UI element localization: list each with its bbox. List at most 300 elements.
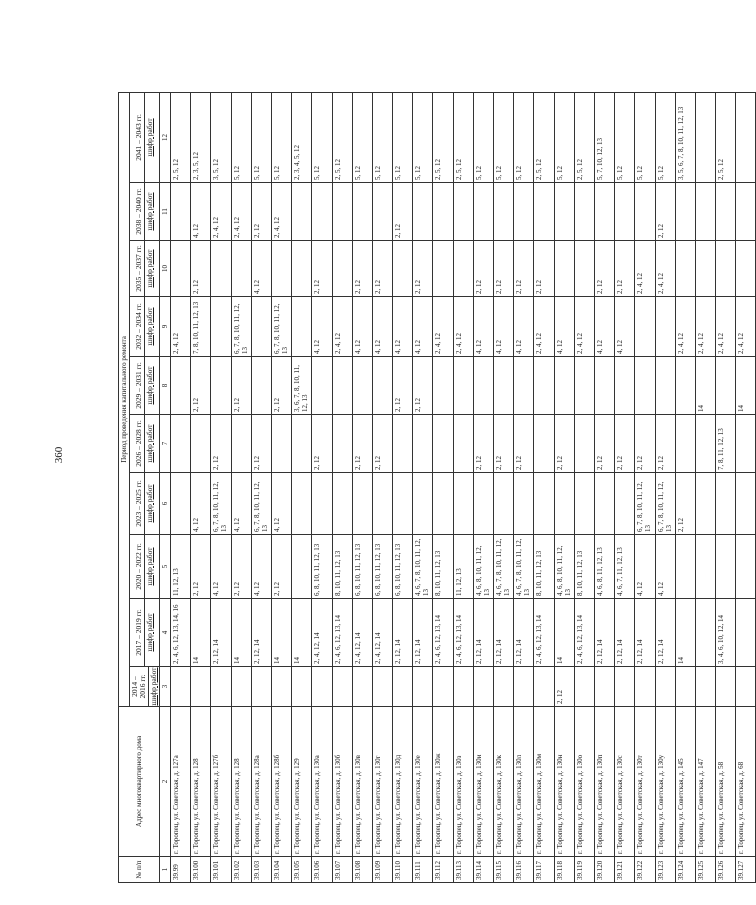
works-code-cell: 2, 12 <box>393 183 413 241</box>
row-number: 39.125 <box>695 857 715 883</box>
row-number: 39.122 <box>635 857 655 883</box>
works-code-cell <box>736 241 756 297</box>
works-code-cell <box>594 667 614 707</box>
row-address: г. Торопец, ул. Советская, д. 130ж <box>433 707 453 857</box>
works-code-cell: 2, 12 <box>271 535 291 599</box>
period-label: 2017 – 2019 гг. <box>134 609 143 656</box>
works-code-cell <box>695 415 715 473</box>
works-code-cell: 8, 10, 11, 12, 13 <box>534 535 554 599</box>
works-code-cell <box>615 473 635 535</box>
row-number: 39.117 <box>534 857 554 883</box>
works-code-cell: 2, 4, 12 <box>453 297 473 357</box>
row-address: г. Торопец, ул. Советская, д. 130и <box>473 707 493 857</box>
works-code-cell <box>695 92 715 182</box>
works-code-cell: 4, 12 <box>251 535 271 599</box>
works-code-cell <box>554 183 574 241</box>
row-address: г. Торопец, ул. Советская, д. 130г <box>372 707 392 857</box>
row-address: г. Торопец, ул. Советская, д. 129 <box>292 707 312 857</box>
column-number-10: 10 <box>160 241 171 297</box>
works-code-cell <box>655 297 675 357</box>
row-number: 39.113 <box>453 857 473 883</box>
column-number-11: 11 <box>160 183 171 241</box>
row-address: г. Торопец, ул. Советская, д. 58 <box>716 707 736 857</box>
works-code-cell <box>453 415 473 473</box>
works-code-cell <box>271 415 291 473</box>
works-code-cell: 2, 4, 6, 12, 13, 14, 16 <box>171 599 191 667</box>
works-code-cell: 2, 12 <box>271 357 291 415</box>
works-code-cell <box>675 183 695 241</box>
works-code-cell <box>292 297 312 357</box>
works-code-cell <box>473 473 493 535</box>
works-code-cell: 11, 12, 13 <box>171 535 191 599</box>
works-code-cell: 2, 12 <box>635 415 655 473</box>
works-code-cell: 4, 12 <box>473 297 493 357</box>
row-number: 39.106 <box>312 857 332 883</box>
works-code-label: шифр работ <box>144 473 154 534</box>
works-code-cell: 4, 6, 7, 8, 10, 11, 12, 13 <box>413 535 433 599</box>
works-code-cell <box>251 297 271 357</box>
works-code-cell: 4, 12 <box>312 297 332 357</box>
works-code-label: шифр работ <box>144 357 154 414</box>
works-code-cell <box>453 183 473 241</box>
period-label: 2038 – 2040 гг. <box>134 188 143 235</box>
works-code-cell <box>171 667 191 707</box>
works-code-cell <box>574 473 594 535</box>
table-row <box>191 92 211 882</box>
works-code-cell: 2, 4, 12 <box>211 183 231 241</box>
works-code-cell: 2, 4, 12 <box>332 297 352 357</box>
column-number-6: 6 <box>160 473 171 535</box>
works-code-cell <box>594 357 614 415</box>
header-period-4 <box>130 415 160 473</box>
rotated-table-wrapper <box>118 93 746 883</box>
works-code-cell <box>554 357 574 415</box>
table-row <box>736 92 756 882</box>
works-code-cell <box>332 473 352 535</box>
table-body <box>171 92 756 882</box>
works-code-label: шифр работ <box>144 93 154 182</box>
works-code-cell: 2, 4, 12 <box>433 297 453 357</box>
works-code-cell <box>635 183 655 241</box>
header-period-5 <box>130 357 160 415</box>
row-number: 39.100 <box>191 857 211 883</box>
column-number-4: 4 <box>160 599 171 667</box>
works-code-cell <box>655 357 675 415</box>
works-code-cell: 4, 6, 8, 10, 11, 12, 13 <box>554 535 574 599</box>
works-code-label: шифр работ <box>144 241 154 296</box>
works-code-cell: 2, 3, 5, 12 <box>191 92 211 182</box>
row-address: г. Торопец, ул. Советская, д. 130е <box>413 707 433 857</box>
column-number-8: 8 <box>160 357 171 415</box>
works-code-cell <box>534 357 554 415</box>
works-code-cell <box>171 473 191 535</box>
works-code-cell: 3, 5, 6, 7, 8, 10, 11, 12, 13 <box>675 92 695 182</box>
works-code-cell <box>695 535 715 599</box>
works-code-cell: 2, 12 <box>494 241 514 297</box>
works-code-cell: 6, 7, 8, 10, 11, 12, 13 <box>251 473 271 535</box>
works-code-cell <box>393 415 413 473</box>
works-code-cell: 2, 4, 12 <box>271 183 291 241</box>
works-code-cell <box>675 667 695 707</box>
works-code-cell: 2, 12 <box>251 183 271 241</box>
works-code-cell <box>211 297 231 357</box>
works-code-cell: 4, 6, 8, 11, 12, 13 <box>594 535 614 599</box>
works-code-cell <box>433 183 453 241</box>
works-code-cell: 2, 12 <box>594 241 614 297</box>
works-code-cell <box>231 415 251 473</box>
works-code-cell: 2, 12 <box>413 357 433 415</box>
row-address: г. Торопец, ул. Советская, д. 130а <box>312 707 332 857</box>
row-address: г. Торопец, ул. Советская, д. 130м <box>534 707 554 857</box>
row-address: г. Торопец, ул. Советская, д. 130л <box>514 707 534 857</box>
works-code-cell: 2, 4, 6, 12, 13, 14 <box>453 599 473 667</box>
row-number: 39.124 <box>675 857 695 883</box>
works-code-cell: 2, 3, 4, 5, 12 <box>292 92 312 182</box>
table-row <box>251 92 271 882</box>
works-code-cell: 2, 12 <box>413 241 433 297</box>
works-code-cell: 2, 5, 12 <box>716 92 736 182</box>
works-code-cell: 14 <box>554 599 574 667</box>
works-code-label: шифр работ <box>144 599 154 666</box>
works-code-cell <box>514 473 534 535</box>
works-code-cell: 4, 12 <box>393 297 413 357</box>
table-row <box>413 92 433 882</box>
row-number: 39.112 <box>433 857 453 883</box>
works-code-cell <box>332 415 352 473</box>
works-code-cell: 6, 7, 8, 10, 11, 12, 13 <box>271 297 291 357</box>
table-row <box>473 92 493 882</box>
works-code-cell <box>473 183 493 241</box>
works-code-cell: 4, 6, 8, 10, 11, 12, 13 <box>473 535 493 599</box>
works-code-cell <box>574 667 594 707</box>
works-code-cell <box>736 415 756 473</box>
works-code-cell: 2, 12, 14 <box>251 599 271 667</box>
works-code-cell: 2, 12 <box>211 415 231 473</box>
works-code-cell: 5, 12 <box>635 92 655 182</box>
works-code-cell: 2, 12, 14 <box>211 599 231 667</box>
works-code-cell: 2, 4, 6, 12, 13, 14 <box>433 599 453 667</box>
works-code-cell <box>433 473 453 535</box>
row-number: 39.123 <box>655 857 675 883</box>
table-row <box>211 92 231 882</box>
works-code-cell: 2, 12, 14 <box>473 599 493 667</box>
row-number: 39.127 <box>736 857 756 883</box>
works-code-cell <box>594 183 614 241</box>
works-code-cell: 2, 12, 14 <box>393 599 413 667</box>
column-number-12: 12 <box>160 92 171 182</box>
table-row <box>271 92 291 882</box>
row-number: 39.121 <box>615 857 635 883</box>
works-code-cell: 2, 5, 12 <box>574 92 594 182</box>
works-code-cell <box>231 667 251 707</box>
works-code-cell: 2, 4, 12 <box>675 297 695 357</box>
row-number: 39.110 <box>393 857 413 883</box>
works-code-cell <box>655 667 675 707</box>
capital-repair-table <box>118 92 756 883</box>
works-code-cell: 2, 4, 12 <box>574 297 594 357</box>
works-code-cell: 6, 8, 10, 11, 12, 13 <box>372 535 392 599</box>
row-number: 39.109 <box>372 857 392 883</box>
works-code-cell <box>736 183 756 241</box>
works-code-cell <box>574 241 594 297</box>
row-number: 39.114 <box>473 857 493 883</box>
works-code-cell <box>171 357 191 415</box>
works-code-cell <box>393 473 413 535</box>
table-row <box>433 92 453 882</box>
works-code-cell <box>332 667 352 707</box>
works-code-cell <box>635 357 655 415</box>
works-code-cell: 14 <box>271 599 291 667</box>
period-label: 2032 – 2034 гг. <box>134 303 143 350</box>
works-code-cell <box>716 473 736 535</box>
row-address: г. Торопец, ул. Советская, д. 145 <box>675 707 695 857</box>
works-code-cell: 2, 12 <box>191 357 211 415</box>
works-code-cell <box>312 183 332 241</box>
row-address: г. Торопец, ул. Советская, д. 130п <box>594 707 614 857</box>
works-code-cell <box>352 183 372 241</box>
works-code-cell <box>171 241 191 297</box>
works-code-cell <box>413 473 433 535</box>
works-code-cell <box>292 667 312 707</box>
column-number-9: 9 <box>160 297 171 357</box>
works-code-cell: 2, 12 <box>312 415 332 473</box>
works-code-cell: 2, 5, 12 <box>534 92 554 182</box>
table-row <box>675 92 695 882</box>
works-code-cell <box>312 357 332 415</box>
works-code-cell: 5, 12 <box>231 92 251 182</box>
works-code-cell <box>716 357 736 415</box>
works-code-cell: 2, 12, 14 <box>615 599 635 667</box>
works-code-cell: 5, 12 <box>271 92 291 182</box>
works-code-cell <box>695 241 715 297</box>
works-code-cell: 4, 12 <box>191 473 211 535</box>
works-code-cell: 3, 5, 12 <box>211 92 231 182</box>
works-code-cell: 2, 12, 14 <box>635 599 655 667</box>
works-code-cell <box>695 473 715 535</box>
row-number: 39.104 <box>271 857 291 883</box>
works-code-cell: 8, 10, 11, 12, 13 <box>332 535 352 599</box>
works-code-cell <box>372 473 392 535</box>
works-code-cell <box>716 535 736 599</box>
works-code-cell: 4, 6, 7, 8, 10, 11, 12, 13 <box>494 535 514 599</box>
row-address: г. Торопец, ул. Советская, д. 127а <box>171 707 191 857</box>
table-row <box>372 92 392 882</box>
works-code-cell <box>473 357 493 415</box>
works-code-cell: 2, 12 <box>312 241 332 297</box>
works-code-cell <box>191 415 211 473</box>
row-address: г. Торопец, ул. Советская, д. 130з <box>453 707 473 857</box>
row-address: г. Торопец, ул. Советская, д. 130н <box>554 707 574 857</box>
works-code-cell: 2, 12 <box>554 667 574 707</box>
works-code-cell <box>453 667 473 707</box>
works-code-label: шифр работ <box>149 667 158 706</box>
works-code-cell <box>433 415 453 473</box>
works-code-cell <box>453 473 473 535</box>
works-code-cell <box>332 183 352 241</box>
row-address: г. Торопец, ул. Советская, д. 130б <box>332 707 352 857</box>
works-code-cell: 2, 12 <box>231 357 251 415</box>
works-code-cell <box>413 183 433 241</box>
row-number: 39.107 <box>332 857 352 883</box>
table-row <box>393 92 413 882</box>
works-code-cell <box>736 92 756 182</box>
works-code-cell <box>695 599 715 667</box>
works-code-cell <box>675 241 695 297</box>
works-code-cell: 4, 12 <box>594 297 614 357</box>
works-code-cell <box>251 667 271 707</box>
works-code-cell: 14 <box>695 357 715 415</box>
works-code-label: шифр работ <box>144 297 154 356</box>
works-code-cell: 4, 12 <box>231 473 251 535</box>
works-code-cell <box>352 667 372 707</box>
works-code-cell: 2, 12 <box>352 241 372 297</box>
header-period-0 <box>130 667 160 707</box>
works-code-cell <box>393 241 413 297</box>
works-code-cell <box>372 667 392 707</box>
table-row <box>494 92 514 882</box>
works-code-cell <box>433 667 453 707</box>
works-code-cell: 2, 12, 14 <box>594 599 614 667</box>
works-code-cell: 2, 12 <box>615 241 635 297</box>
works-code-cell: 2, 4, 12 <box>655 241 675 297</box>
works-code-cell <box>352 473 372 535</box>
period-label: 2023 – 2025 гг. <box>134 480 143 527</box>
works-code-cell: 2, 4, 12 <box>635 241 655 297</box>
works-code-cell: 4, 12 <box>635 535 655 599</box>
works-code-cell: 2, 4, 12, 14 <box>312 599 332 667</box>
table-row <box>332 92 352 882</box>
works-code-cell: 4, 12 <box>655 535 675 599</box>
period-label: 2035 – 2037 гг. <box>134 245 143 292</box>
works-code-cell: 2, 12 <box>554 415 574 473</box>
works-code-cell: 2, 12 <box>655 183 675 241</box>
works-code-cell: 2, 12 <box>473 241 493 297</box>
works-code-cell <box>453 357 473 415</box>
row-address: г. Торопец, ул. Советская, д. 130о <box>574 707 594 857</box>
works-code-cell: 4, 12 <box>372 297 392 357</box>
works-code-cell <box>534 473 554 535</box>
works-code-cell <box>594 473 614 535</box>
header-period-9 <box>130 92 160 182</box>
works-code-cell: 2, 5, 12 <box>433 92 453 182</box>
table-row <box>695 92 715 882</box>
works-code-cell <box>615 667 635 707</box>
row-address: г. Торопец, ул. Советская, д. 128б <box>271 707 291 857</box>
works-code-cell: 4, 6, 7, 11, 12, 13 <box>615 535 635 599</box>
works-code-cell <box>332 241 352 297</box>
period-label: 2041 – 2043 гг. <box>134 114 143 161</box>
works-code-cell: 2, 4, 6, 12, 13, 14 <box>332 599 352 667</box>
works-code-cell <box>736 667 756 707</box>
works-code-cell: 2, 5, 12 <box>171 92 191 182</box>
works-code-cell <box>635 667 655 707</box>
works-code-cell: 4, 12 <box>554 297 574 357</box>
works-code-cell <box>534 183 554 241</box>
works-code-cell <box>191 667 211 707</box>
row-address: г. Торопец, ул. Советская, д. 130с <box>615 707 635 857</box>
works-code-cell: 2, 4, 12 <box>736 297 756 357</box>
table-row <box>615 92 635 882</box>
works-code-cell: 4, 12 <box>514 297 534 357</box>
table-row <box>292 92 312 882</box>
header-num: № п/п <box>119 857 160 883</box>
row-number: 39.118 <box>554 857 574 883</box>
works-code-cell: 5, 12 <box>554 92 574 182</box>
works-code-cell: 6, 7, 8, 10, 11, 12, 13 <box>655 473 675 535</box>
column-number-2: 2 <box>160 707 171 857</box>
works-code-cell: 2, 12 <box>393 357 413 415</box>
works-code-cell <box>514 183 534 241</box>
works-code-cell: 2, 12 <box>473 415 493 473</box>
row-address: г. Торопец, ул. Советская, д. 130в <box>352 707 372 857</box>
works-code-cell <box>292 415 312 473</box>
works-code-cell: 6, 8, 10, 11, 12, 13 <box>393 535 413 599</box>
works-code-cell: 4, 12 <box>211 535 231 599</box>
table-row <box>171 92 191 882</box>
row-number: 39.105 <box>292 857 312 883</box>
works-code-cell: 2, 4, 12 <box>534 297 554 357</box>
works-code-cell: 2, 12 <box>514 415 534 473</box>
works-code-cell: 2, 12 <box>594 415 614 473</box>
works-code-cell: 5, 7, 10, 12, 13 <box>594 92 614 182</box>
works-code-cell: 2, 12 <box>514 241 534 297</box>
period-label: 2014 – 2016 гг. <box>130 674 147 699</box>
works-code-cell: 2, 12, 14 <box>514 599 534 667</box>
row-number: 39.102 <box>231 857 251 883</box>
works-code-cell: 4, 12 <box>251 241 271 297</box>
works-code-cell: 2, 12, 14 <box>413 599 433 667</box>
works-code-cell: 2, 12 <box>615 415 635 473</box>
works-code-cell <box>211 357 231 415</box>
works-code-cell: 2, 12 <box>675 473 695 535</box>
row-number: 39.120 <box>594 857 614 883</box>
works-code-cell <box>554 473 574 535</box>
works-code-cell <box>736 535 756 599</box>
works-code-cell <box>695 667 715 707</box>
works-code-cell: 2, 12, 14 <box>494 599 514 667</box>
works-code-cell <box>716 183 736 241</box>
works-code-cell: 2, 5, 12 <box>332 92 352 182</box>
works-code-cell: 14 <box>231 599 251 667</box>
row-number: 39.108 <box>352 857 372 883</box>
row-address: г. Торопец, ул. Советская, д. 130т <box>635 707 655 857</box>
works-code-cell: 11, 12, 13 <box>453 535 473 599</box>
works-code-cell <box>574 357 594 415</box>
works-code-cell: 5, 12 <box>615 92 635 182</box>
works-code-cell <box>292 183 312 241</box>
works-code-cell <box>554 241 574 297</box>
works-code-cell <box>574 415 594 473</box>
works-code-cell: 4, 12 <box>615 297 635 357</box>
works-code-cell: 2, 12 <box>352 415 372 473</box>
works-code-cell <box>494 667 514 707</box>
works-code-cell <box>271 667 291 707</box>
works-code-cell <box>292 473 312 535</box>
works-code-cell <box>271 241 291 297</box>
table-row <box>655 92 675 882</box>
works-code-cell: 2, 4, 12, 14 <box>352 599 372 667</box>
works-code-cell: 2, 12 <box>534 241 554 297</box>
works-code-cell <box>635 297 655 357</box>
row-address: г. Торопец, ул. Советская, д. 127б <box>211 707 231 857</box>
works-code-cell <box>211 667 231 707</box>
works-code-cell: 5, 12 <box>312 92 332 182</box>
works-code-cell <box>574 183 594 241</box>
row-address: г. Торопец, ул. Советская, д. 147 <box>695 707 715 857</box>
works-code-cell <box>675 535 695 599</box>
works-code-cell: 4, 12 <box>191 183 211 241</box>
works-code-cell <box>251 357 271 415</box>
